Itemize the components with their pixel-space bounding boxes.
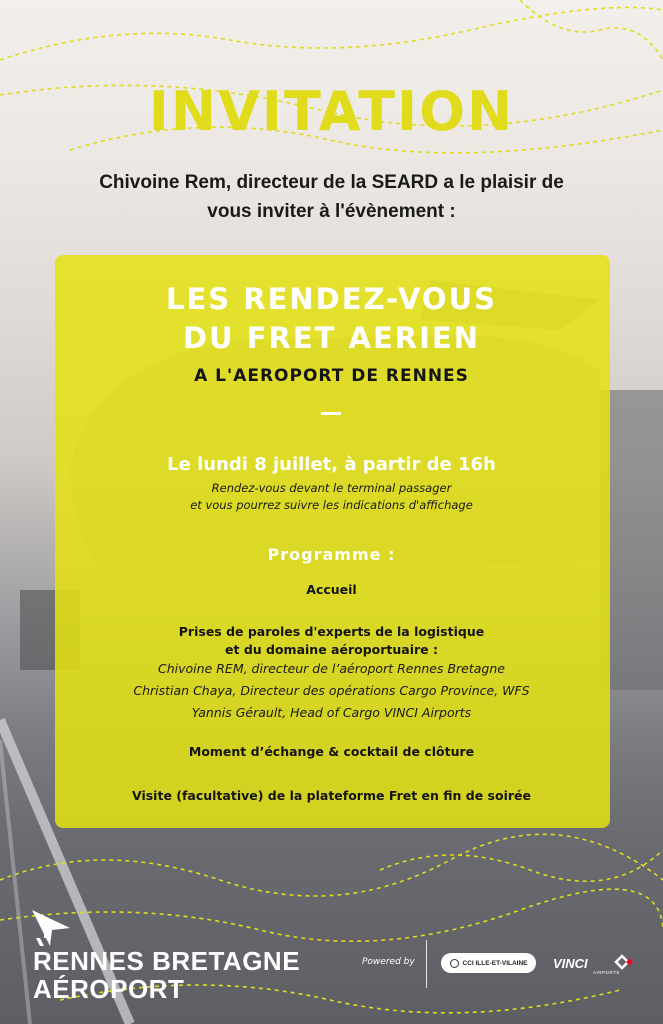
event-location: A L'AEROPORT DE RENNES <box>194 366 469 386</box>
programme-item-speeches-line-2: et du domaine aéroportuaire : <box>225 642 438 657</box>
speaker-2: Christian Chaya, Directeur des opérations Cargo Province, WFS <box>133 683 530 698</box>
cci-logo-label: CCI ILLE-ET-VILAINE <box>462 959 528 967</box>
divider-dash <box>321 412 341 415</box>
event-date: Le lundi 8 juillet, à partir de 16h <box>167 454 496 475</box>
powered-by-label: Powered by <box>362 957 415 967</box>
programme-heading: Programme : <box>267 545 396 564</box>
cci-logo <box>441 953 536 973</box>
programme-item-accueil: Accueil <box>306 582 357 597</box>
airplane-logo-icon <box>30 908 74 948</box>
programme-item-visit: Visite (facultative) de la plateforme Fret en fin de soirée <box>132 788 531 803</box>
speaker-3: Yannis Gérault, Head of Cargo VINCI Airports <box>191 705 472 720</box>
intro-line-1: Chivoine Rem, directeur de la SEARD a le plaisir de <box>99 172 564 193</box>
intro-line-2: vous inviter à l'évènement : <box>207 201 456 222</box>
event-note-line-1: Rendez-vous devant le terminal passager <box>211 481 452 495</box>
brand-line-2: AÉROPORT <box>33 974 185 1004</box>
vinci-logo-subtitle: AIRPORTS <box>593 970 620 975</box>
event-name-line-2: DU FRET AERIEN <box>182 321 480 355</box>
programme-item-speeches-line-1: Prises de paroles d'experts de la logistique <box>178 624 485 639</box>
event-name-line-1: LES RENDEZ-VOUS <box>165 282 498 316</box>
vinci-logo-label: VINCI <box>553 956 588 971</box>
brand-line-1: RENNES BRETAGNE <box>33 946 301 976</box>
cci-logo-icon <box>450 959 459 968</box>
programme-item-cocktail: Moment d’échange & cocktail de clôture <box>188 744 475 759</box>
footer-separator <box>426 940 427 988</box>
invitation-title: INVITATION <box>148 80 515 143</box>
speaker-1: Chivoine REM, directeur de l’aéroport Rennes Bretagne <box>158 661 505 676</box>
vinci-logo-icon <box>612 953 634 971</box>
event-note-line-2: et vous pourrez suivre les indications d'affichage <box>190 498 473 512</box>
